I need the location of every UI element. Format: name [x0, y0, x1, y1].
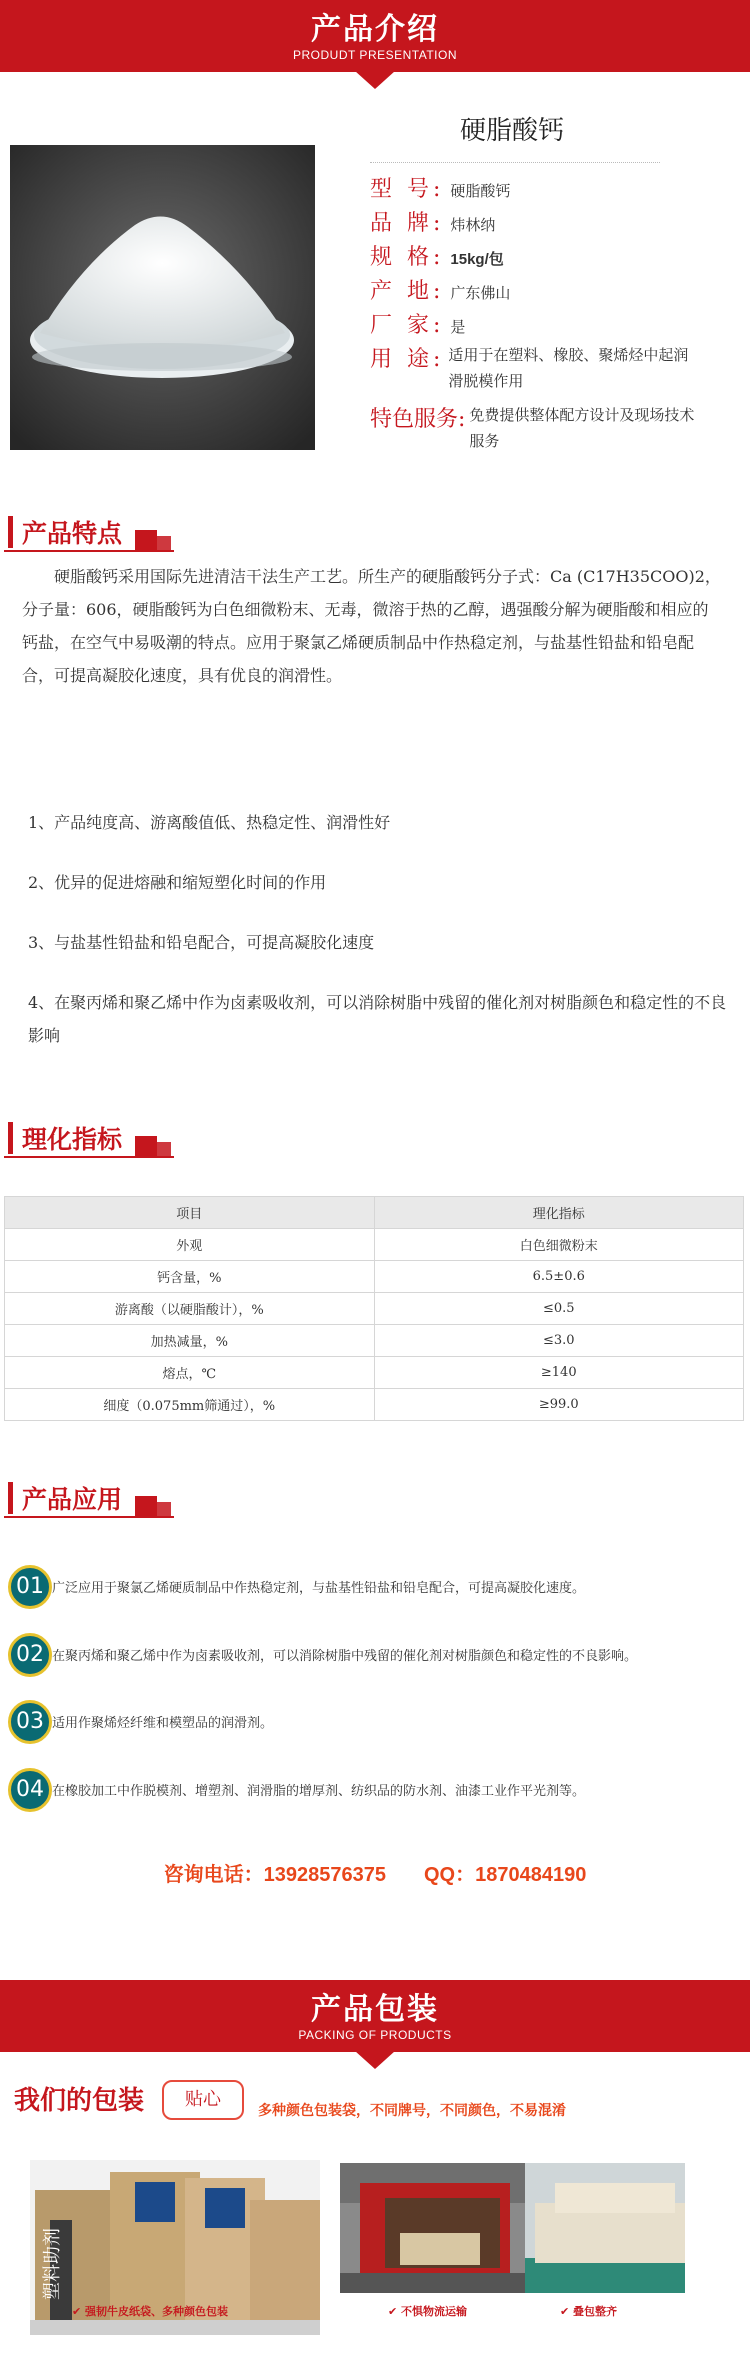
- tag-badge: 贴心: [162, 2080, 244, 2120]
- feature-item: 3、与盐基性铅盐和铅皂配合，可提高凝胶化速度: [28, 933, 375, 952]
- product-image: [10, 145, 315, 450]
- header-title: 产品介绍: [311, 12, 439, 47]
- table-row: 加热减量，% ≤3.0: [5, 1325, 744, 1357]
- header-banner: [0, 0, 750, 72]
- banner-notch: [355, 2051, 395, 2069]
- spec-row: 用 途: 适用于在塑料、橡胶、聚烯烃中起润滑脱模作用: [370, 346, 689, 390]
- table-row: 细度（0.075mm筛通过），% ≥99.0: [5, 1389, 744, 1421]
- packing-subtitle: PACKING OF PRODUCTS: [298, 2028, 452, 2042]
- banner-notch: [355, 71, 395, 89]
- photo-truck: [340, 2163, 530, 2293]
- specs-table: [4, 1196, 744, 1421]
- qq-number[interactable]: 1870484190: [475, 1864, 587, 1886]
- photo-stacked: [525, 2163, 685, 2293]
- features-description: 硬脂酸钙采用国际先进清洁干法生产工艺。所生产的硬脂酸钙分子式：Ca (C17H35COO)2，分子量：606，硬脂酸钙为白色细微粉末、无毒，微溶于热的乙醇，遇强酸分解为硬脂酸和相应的钙盐，在空气中易吸潮的特点。应用于聚氯乙烯硬质制品中作热稳定剂，与盐基性铅盐和铅皂配合，可提高凝胶化速度，具有优良的润滑性。: [22, 567, 721, 685]
- header-subtitle: PRODUDT PRESENTATION: [292, 48, 457, 62]
- feature-item: 2、优异的促进熔融和缩短塑化时间的作用: [28, 873, 327, 892]
- number-badge: 04: [8, 1768, 52, 1812]
- number-badge: 03: [8, 1700, 52, 1744]
- application-item: 04 在橡胶加工中作脱模剂、增塑剂、润滑脂的增厚剂、纺织品的防水剂、油漆工业作平光剂等。: [8, 1768, 748, 1814]
- phone-number[interactable]: 13928576375: [263, 1864, 387, 1886]
- table-row: 外观 白色细微粉末: [5, 1229, 744, 1261]
- contact-line: 咨询电话：13928576375 QQ：1870484190: [163, 1862, 587, 1886]
- svg-text:塑料助剂: 塑料助剂: [42, 2228, 63, 2300]
- spec-row: 品 牌: 炜林纳: [370, 211, 496, 236]
- table-row: 游离酸（以硬脂酸计），% ≤0.5: [5, 1293, 744, 1325]
- our-packaging-title: 我们的包装: [14, 2086, 145, 2116]
- section-heading-applications: 产品应用: [0, 1474, 200, 1520]
- section-heading-specs: 理化指标: [0, 1114, 200, 1160]
- spec-row: 特色服务: 免费提供整体配方设计及现场技术服务: [370, 406, 695, 450]
- table-row: 钙含量，% 6.5±0.6: [5, 1261, 744, 1293]
- section-heading-features: 产品特点: [0, 508, 200, 554]
- table-row: 熔点，℃ ≥140: [5, 1357, 744, 1389]
- spec-row: 规 格: 15kg/包: [370, 245, 504, 270]
- table-header-row: 项目 理化指标: [5, 1197, 744, 1229]
- packing-banner: [0, 1980, 750, 2052]
- caption: ✔ 强韧牛皮纸袋、多种颜色包装: [72, 2305, 229, 2318]
- number-badge: 01: [8, 1565, 52, 1609]
- feature-item: 4、在聚丙烯和聚乙烯中作为卤素吸收剂，可以消除树脂中残留的催化剂对树脂颜色和稳定性的不良影响: [28, 993, 727, 1045]
- number-badge: 02: [8, 1633, 52, 1677]
- product-name: 硬脂酸钙: [460, 116, 565, 146]
- packing-title: 产品包装: [311, 1992, 439, 2027]
- packing-slogan: 多种颜色包装袋，不同牌号，不同颜色，不易混淆: [258, 2103, 566, 2119]
- caption: ✔ 不惧物流运输: [388, 2305, 468, 2318]
- caption: ✔ 叠包整齐: [560, 2305, 618, 2318]
- application-item: 01 广泛应用于聚氯乙烯硬质制品中作热稳定剂，与盐基性铅盐和铅皂配合，可提高凝胶化速度。: [8, 1565, 748, 1611]
- application-item: 03 适用作聚烯烃纤维和模塑品的润滑剂。: [8, 1700, 748, 1746]
- feature-item: 1、产品纯度高、游离酸值低、热稳定性、润滑性好: [28, 813, 391, 832]
- spec-row: 产 地: 广东佛山: [370, 279, 511, 304]
- divider: [370, 162, 660, 163]
- spec-row: 厂 家: 是: [370, 313, 466, 338]
- spec-row: 型 号: 硬脂酸钙: [370, 177, 511, 202]
- application-item: 02 在聚丙烯和聚乙烯中作为卤素吸收剂，可以消除树脂中残留的催化剂对树脂颜色和稳定性的不良影响。: [8, 1633, 748, 1679]
